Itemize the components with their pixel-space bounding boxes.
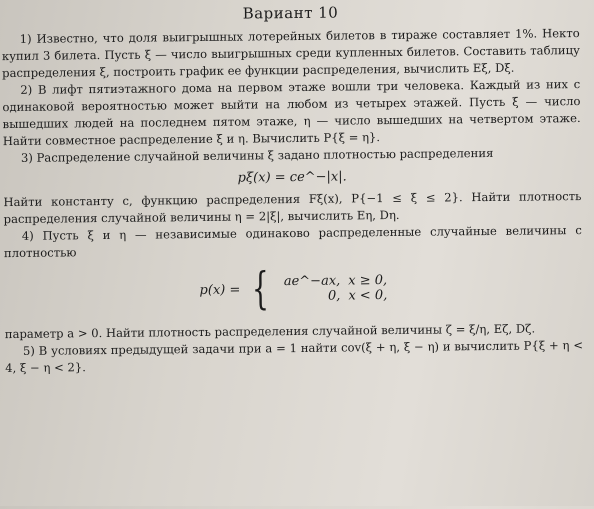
problem-5 [5,337,583,377]
problem-4-piecewise-density [4,264,582,314]
problem-3-number: 3) [20,150,33,165]
problem-2-text: В лифт пятиэтажного дома на первом этаже вошли три человека. Каждый из них с одинаковой вероятностью может выйти на любом из четырех этажей. Пусть ξ — число вышедших людей на последнем пятом этаже, η — число вышедших на четвертом этаже. Найти совместное распределение ξ и η. Вычислить P{ξ = η}. [2,77,581,149]
problem-1-text: Известно, что доля выигрышных лотерейных билетов в тираже составляет 1%. Некто купил 3 билета. Пусть ξ — число выигрышных среди купленных билетов. Составить таблицу распределения ξ, построить график ее функции распределения, вычислить Eξ, Dξ. [1,26,580,81]
piecewise-cases [280,273,387,304]
variant-title: Вариант 10 [242,3,339,23]
case1-condition: x ≥ 0, [348,273,388,289]
piecewise-case-positive [280,273,387,289]
piecewise-lhs: p(x) = [199,282,241,298]
problem-3-text-after: Найти константу c, функцию распределения Fξ(x), P{−1 ≤ ξ ≤ 2}. Найти плотность распределения случайной величины η = 2|ξ|, вычислить Eη, Dη. [3,189,582,227]
problem-5-text: В условиях предыдущей задачи при a = 1 найти cov(ξ + η, ξ − η) и вычислить P{ξ + η < 4, ξ − η < 2}. [5,338,584,376]
problem-1-number: 1) [19,31,32,46]
problem-4-number: 4) [21,228,34,243]
problem-4-text-before: Пусть ξ и η — независимые одинаково распределенные случайные величины с плотностью [3,223,582,261]
problem-2-number: 2) [20,82,33,97]
problem-5-number: 5) [22,343,35,358]
case2-condition: x < 0, [348,288,388,304]
left-brace-icon: { [251,263,269,315]
problem-4 [4,222,582,262]
problem-4-text-after: параметр a > 0. Найти плотность распределения случайной величины ζ = ξ/η, Eζ, Dζ. [4,321,536,342]
piecewise-case-negative [280,288,387,304]
problem-3-text-before: Распределение случайной величины ξ задано плотностью распределения [36,145,494,165]
case2-expression: 0, [327,288,341,304]
problem-3-density-formula: pξ(x) = ce^−|x|. [237,169,347,186]
problem-2 [2,76,581,150]
problem-1 [2,25,581,82]
case1-expression: ae^−ax, [283,273,341,290]
